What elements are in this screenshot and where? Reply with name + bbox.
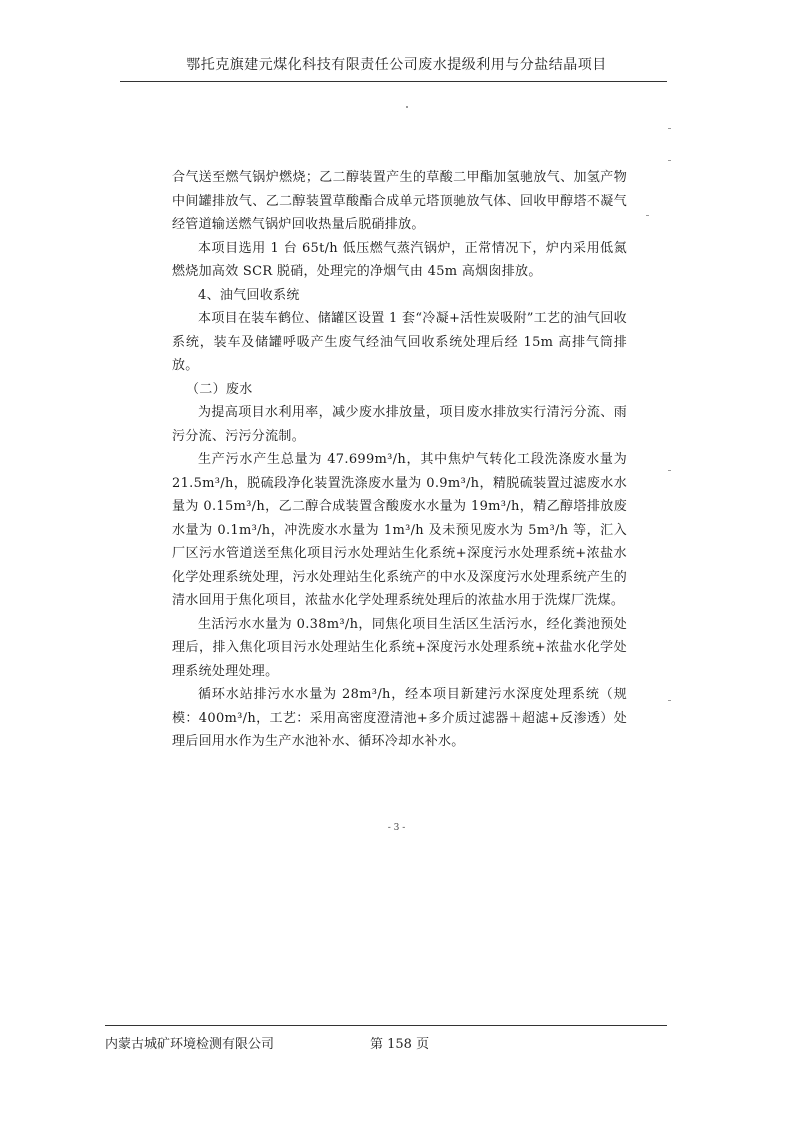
paragraph-circulating-water: 循环水站排污水水量为 28m³/h，经本项目新建污水深度处理系统（规模：400m³/h，工艺：采用高密度澄清池+多介质过滤器＋超滤+反渗透）处理后回用水作为生产水池补水、循环冷却水补水。: [172, 687, 627, 749]
paragraph-continuation: 合气送至燃气锅炉燃烧；乙二醇装置产生的草酸二甲酯加氢驰放气、加氢产物中间罐排放气、乙二醇装置草酸酯合成单元塔顶驰放气体、回收甲醇塔不凝气经管道输送燃气锅炉回收热量后脱硝排放。: [172, 170, 627, 232]
scan-speck: [668, 470, 671, 471]
scan-speck: [646, 215, 649, 216]
scan-speck: [406, 106, 408, 108]
section-heading-vapor-recovery: 4、油气回收系统: [198, 287, 300, 303]
footer-rule: [105, 1025, 667, 1026]
footer-company: 内蒙古城矿环境检测有限公司: [105, 1037, 275, 1052]
scan-speck: [668, 160, 671, 161]
page-marker: - 3 -: [387, 823, 406, 833]
header-rule: [120, 81, 667, 82]
footer-page-number: 第 158 页: [370, 1037, 430, 1052]
paragraph-production-wastewater: 生产污水产生总量为 47.699m³/h，其中焦炉气转化工段洗涤废水量为 21.5m³/h，脱硫段净化装置洗涤废水量为 0.9m³/h，精脱硫装置过滤废水水量为 0.15m³/h，乙二醇合成装置含酸废水水量为 19m³/h，精乙醇塔排放废水量为 0.1m³/h，冲洗废水水量为 1m³/h 及未预见废水为 5m³/h 等，汇入厂区污水管道送至焦化项目污水处理站生化系统+深度污水处理系统+浓盐水化学处理系统处理，污水处理站生化系统产的中水及深度污水处理系统产生的清水回用于焦化项目，浓盐水化学处理系统处理后的浓盐水用于洗煤厂洗煤。: [172, 452, 627, 608]
section-heading-wastewater: （二）废水: [186, 381, 253, 397]
paragraph-domestic-wastewater: 生活污水水量为 0.38m³/h，同焦化项目生活区生活污水，经化粪池预处理后，排入焦化项目污水处理站生化系统+深度污水处理系统+浓盐水化学处理系统处理处理。: [172, 616, 627, 679]
paragraph-boiler: 本项目选用 1 台 65t/h 低压燃气蒸汽锅炉，正常情况下，炉内采用低氮燃烧加高效 SCR 脱硝，处理完的净烟气由 45m 高烟囱排放。: [172, 240, 627, 279]
body-text: [172, 166, 627, 754]
paragraph-vapor-recovery: 本项目在装车鹤位、储罐区设置 1 套“冷凝+活性炭吸附”工艺的油气回收系统，装车及储罐呼吸产生废气经油气回收系统处理后经 15m 高排气筒排放。: [172, 311, 627, 373]
scan-speck: [668, 700, 671, 701]
scan-speck: [668, 128, 671, 129]
page-header-title: 鄂托克旗建元煤化科技有限责任公司废水提级利用与分盐结晶项目: [186, 57, 607, 73]
paragraph-water-policy: 为提高项目水利用率，减少废水排放量，项目废水排放实行清污分流、雨污分流、污污分流制。: [172, 405, 627, 444]
